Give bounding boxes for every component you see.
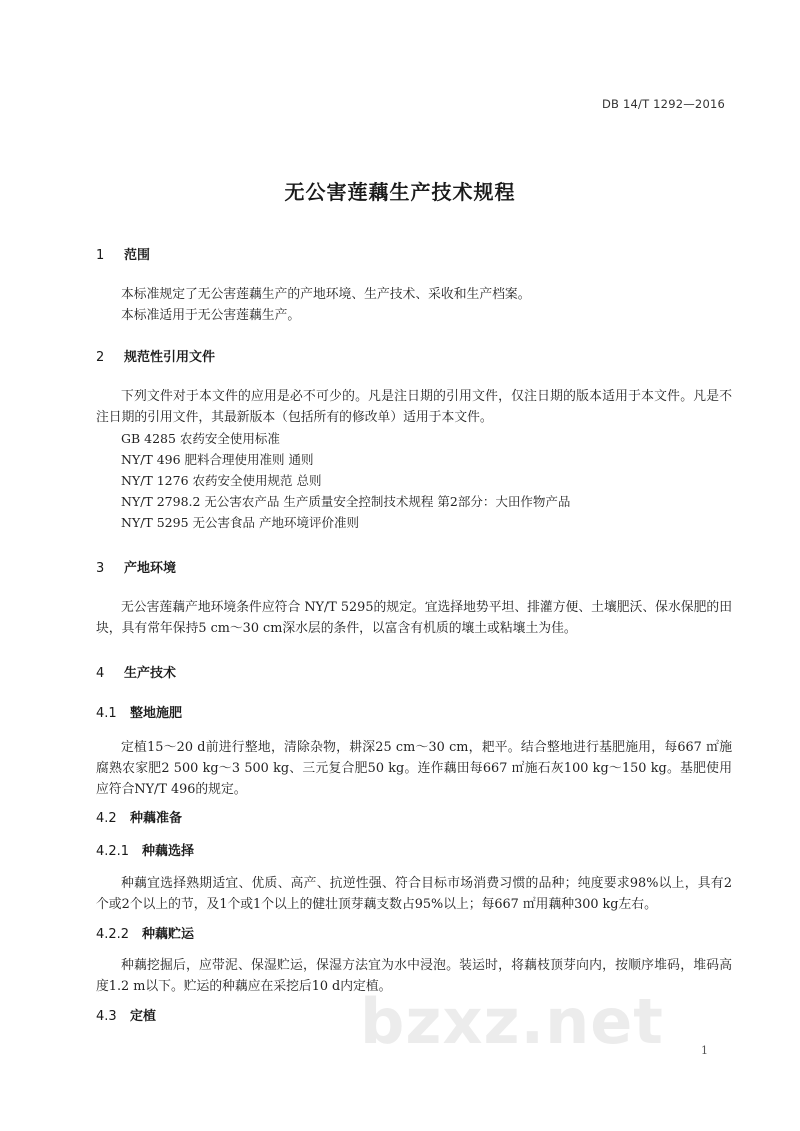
environment-paragraph: 无公害莲藕产地环境条件应符合 NY/T 5295的规定。宜选择地势平坦、排灌方便、土壤肥沃、保水保肥的田块，具有常年保持5 cm～30 cm深水层的条件，以富含有机质的壤土或粘壤土为佳。 <box>96 600 732 636</box>
reference-item: NY/T 2798.2 无公害农产品 生产质量安全控制技术规程 第2部分：大田作物产品 <box>121 494 571 509</box>
section-3-heading <box>96 557 176 576</box>
section-title: 种藕准备 <box>130 811 183 826</box>
section-title: 种藕贮运 <box>142 927 195 942</box>
references-intro: 下列文件对于本文件的应用是必不可少的。凡是注日期的引用文件，仅注日期的版本适用于本文件。凡是不注日期的引用文件，其最新版本（包括所有的修改单）适用于本文件。 <box>96 389 732 425</box>
section-title: 规范性引用文件 <box>124 350 216 365</box>
section-title: 生产技术 <box>124 666 177 681</box>
scope-paragraph-1: 本标准规定了无公害莲藕生产的产地环境、生产技术、采收和生产档案。 <box>121 287 531 302</box>
section-title: 定植 <box>130 1009 157 1024</box>
section-number: 2 <box>96 350 105 365</box>
soil-preparation-paragraph: 定植15～20 d前进行整地，清除杂物，耕深25 cm～30 cm，耙平。结合整地进行基肥施用，每667 ㎡施腐熟农家肥2 500 kg～3 500 kg、三元复合肥50 kg。连作藕田每667 ㎡施石灰100 kg～150 kg。基肥使用应符合NY/T 496的规定。 <box>96 740 732 797</box>
section-title: 产地环境 <box>124 561 177 576</box>
section-number: 4.1 <box>96 706 117 721</box>
subsection-4-2-2-heading <box>96 923 194 942</box>
section-number: 4.2.1 <box>96 844 130 859</box>
reference-item: NY/T 1276 农药安全使用规范 总则 <box>121 473 322 488</box>
section-number: 4.2.2 <box>96 927 130 942</box>
reference-item: GB 4285 农药安全使用标准 <box>121 431 280 446</box>
section-number: 4.3 <box>96 1009 117 1024</box>
section-1-heading <box>96 244 150 263</box>
watermark: bzxz.net <box>360 985 664 1058</box>
section-number: 1 <box>96 248 105 263</box>
subsection-4-1-heading <box>96 702 182 721</box>
section-number: 4 <box>96 666 105 681</box>
seed-selection-paragraph: 种藕宜选择熟期适宜、优质、高产、抗逆性强、符合目标市场消费习惯的品种；纯度要求98%以上，具有2个或2个以上的节，及1个或1个以上的健壮顶芽藕支数占95%以上；每667 ㎡用藕种300 kg左右。 <box>96 876 732 912</box>
reference-item: NY/T 5295 无公害食品 产地环境评价准则 <box>121 515 359 530</box>
subsection-4-2-heading <box>96 807 182 826</box>
document-code: DB 14/T 1292—2016 <box>601 97 725 111</box>
section-4-heading <box>96 662 176 681</box>
page-number: 1 <box>701 1044 708 1057</box>
section-number: 4.2 <box>96 811 117 826</box>
seed-transport-paragraph: 种藕挖掘后，应带泥、保湿贮运，保湿方法宜为水中浸泡。装运时，将藕枝顶芽向内，按顺序堆码，堆码高度1.2 m以下。贮运的种藕应在采挖后10 d内定植。 <box>96 958 732 994</box>
section-title: 整地施肥 <box>130 706 183 721</box>
section-title: 种藕选择 <box>142 844 195 859</box>
section-title: 范围 <box>124 248 151 263</box>
document-title: 无公害莲藕生产技术规程 <box>284 180 516 204</box>
section-2-heading <box>96 346 215 365</box>
reference-item: NY/T 496 肥料合理使用准则 通则 <box>121 452 314 467</box>
section-number: 3 <box>96 561 105 576</box>
scope-paragraph-2: 本标准适用于无公害莲藕生产。 <box>121 308 301 323</box>
subsection-4-2-1-heading <box>96 840 194 859</box>
subsection-4-3-heading <box>96 1005 156 1024</box>
